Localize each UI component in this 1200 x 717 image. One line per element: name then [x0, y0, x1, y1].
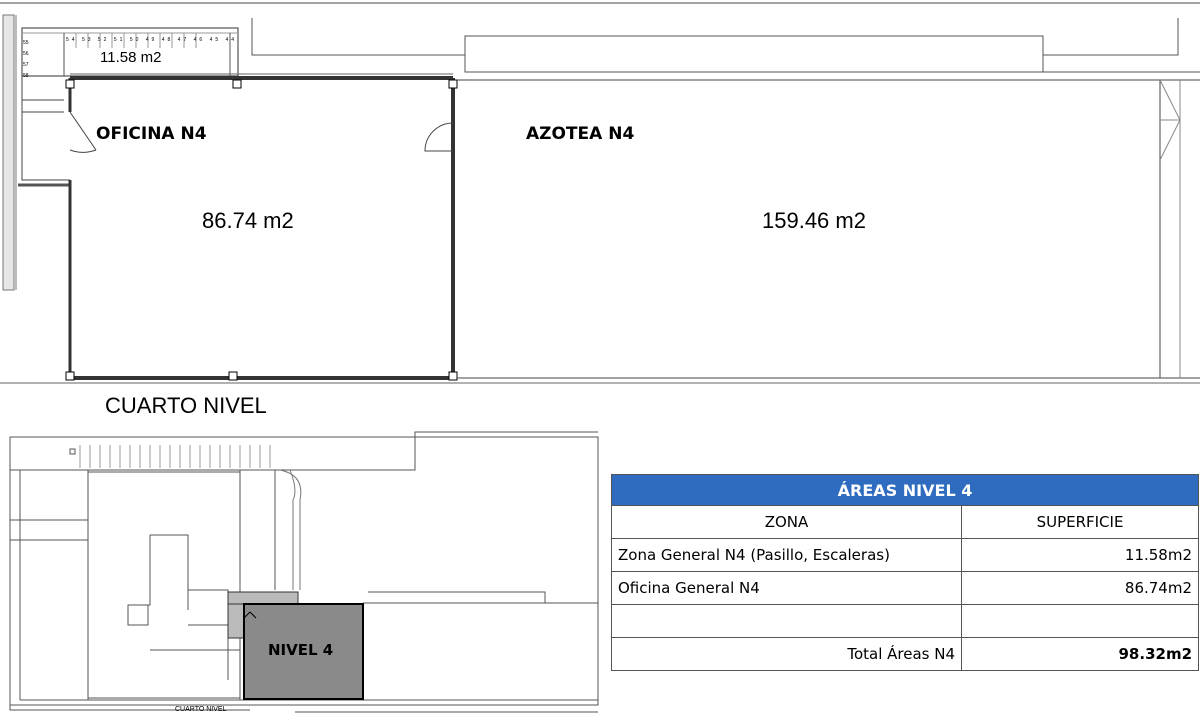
terrace-area-label: 159.46 m2 [762, 208, 866, 233]
table-title: ÁREAS NIVEL 4 [612, 475, 1199, 506]
office-room-name: OFICINA N4 [96, 124, 207, 144]
total-label: Total Áreas N4 [612, 638, 962, 671]
stair-step-numbers [66, 38, 237, 43]
stair-side-number: 56 [23, 51, 29, 57]
zone-area-label: 11.58 m2 [100, 49, 162, 66]
key-plan-stair [80, 445, 270, 468]
terrace-room-name: AZOTEA N4 [526, 124, 635, 144]
table-row [612, 572, 1199, 605]
superficie-cell: 86.74m2 [962, 572, 1199, 605]
superficie-cell [962, 605, 1199, 638]
key-plan-highlight-label: NIVEL 4 [268, 641, 334, 659]
stair-number: 45 [209, 37, 222, 43]
key-plan-caption: CUARTO NIVEL [175, 706, 227, 713]
stair-number: 48 [161, 37, 174, 43]
table-row [612, 605, 1199, 638]
zona-cell [612, 605, 962, 638]
office-area-label: 86.74 m2 [202, 208, 294, 233]
table-total-row [612, 638, 1199, 671]
stair-side-numbers [23, 38, 35, 82]
stair-number: 46 [193, 37, 206, 43]
table-header-row [612, 506, 1199, 539]
superficie-cell: 11.58m2 [962, 539, 1199, 572]
stair-number: 47 [177, 37, 190, 43]
zona-cell: Zona General N4 (Pasillo, Escaleras) [612, 539, 962, 572]
stair-side-number: 58 [23, 73, 29, 79]
key-plan [10, 432, 598, 712]
parapet-planter [465, 36, 1043, 72]
stair-number: 53 [81, 37, 94, 43]
corridor-walls [22, 76, 70, 180]
stair-number: 50 [129, 37, 142, 43]
stair-side-number: 55 [23, 40, 29, 46]
stair-number: 44 [225, 37, 238, 43]
level-title: CUARTO NIVEL [105, 393, 267, 418]
total-value: 98.32m2 [962, 638, 1199, 671]
areas-table [611, 474, 1199, 671]
terrace-door-swing [425, 123, 453, 151]
column-header-superficie: SUPERFICIE [962, 506, 1199, 539]
column-header-zona: ZONA [612, 506, 962, 539]
stair-side-number: 57 [23, 62, 29, 68]
stair-number: 49 [145, 37, 158, 43]
stair-number: 54 [66, 37, 78, 43]
stair-number: 52 [97, 37, 110, 43]
table-title-row [612, 475, 1199, 506]
table-row [612, 539, 1199, 572]
stair-number: 51 [113, 37, 126, 43]
zona-cell: Oficina General N4 [612, 572, 962, 605]
office-door-swing [70, 112, 96, 152]
fourth-level-plan [0, 3, 1200, 383]
left-neighbor-strip [3, 15, 14, 290]
